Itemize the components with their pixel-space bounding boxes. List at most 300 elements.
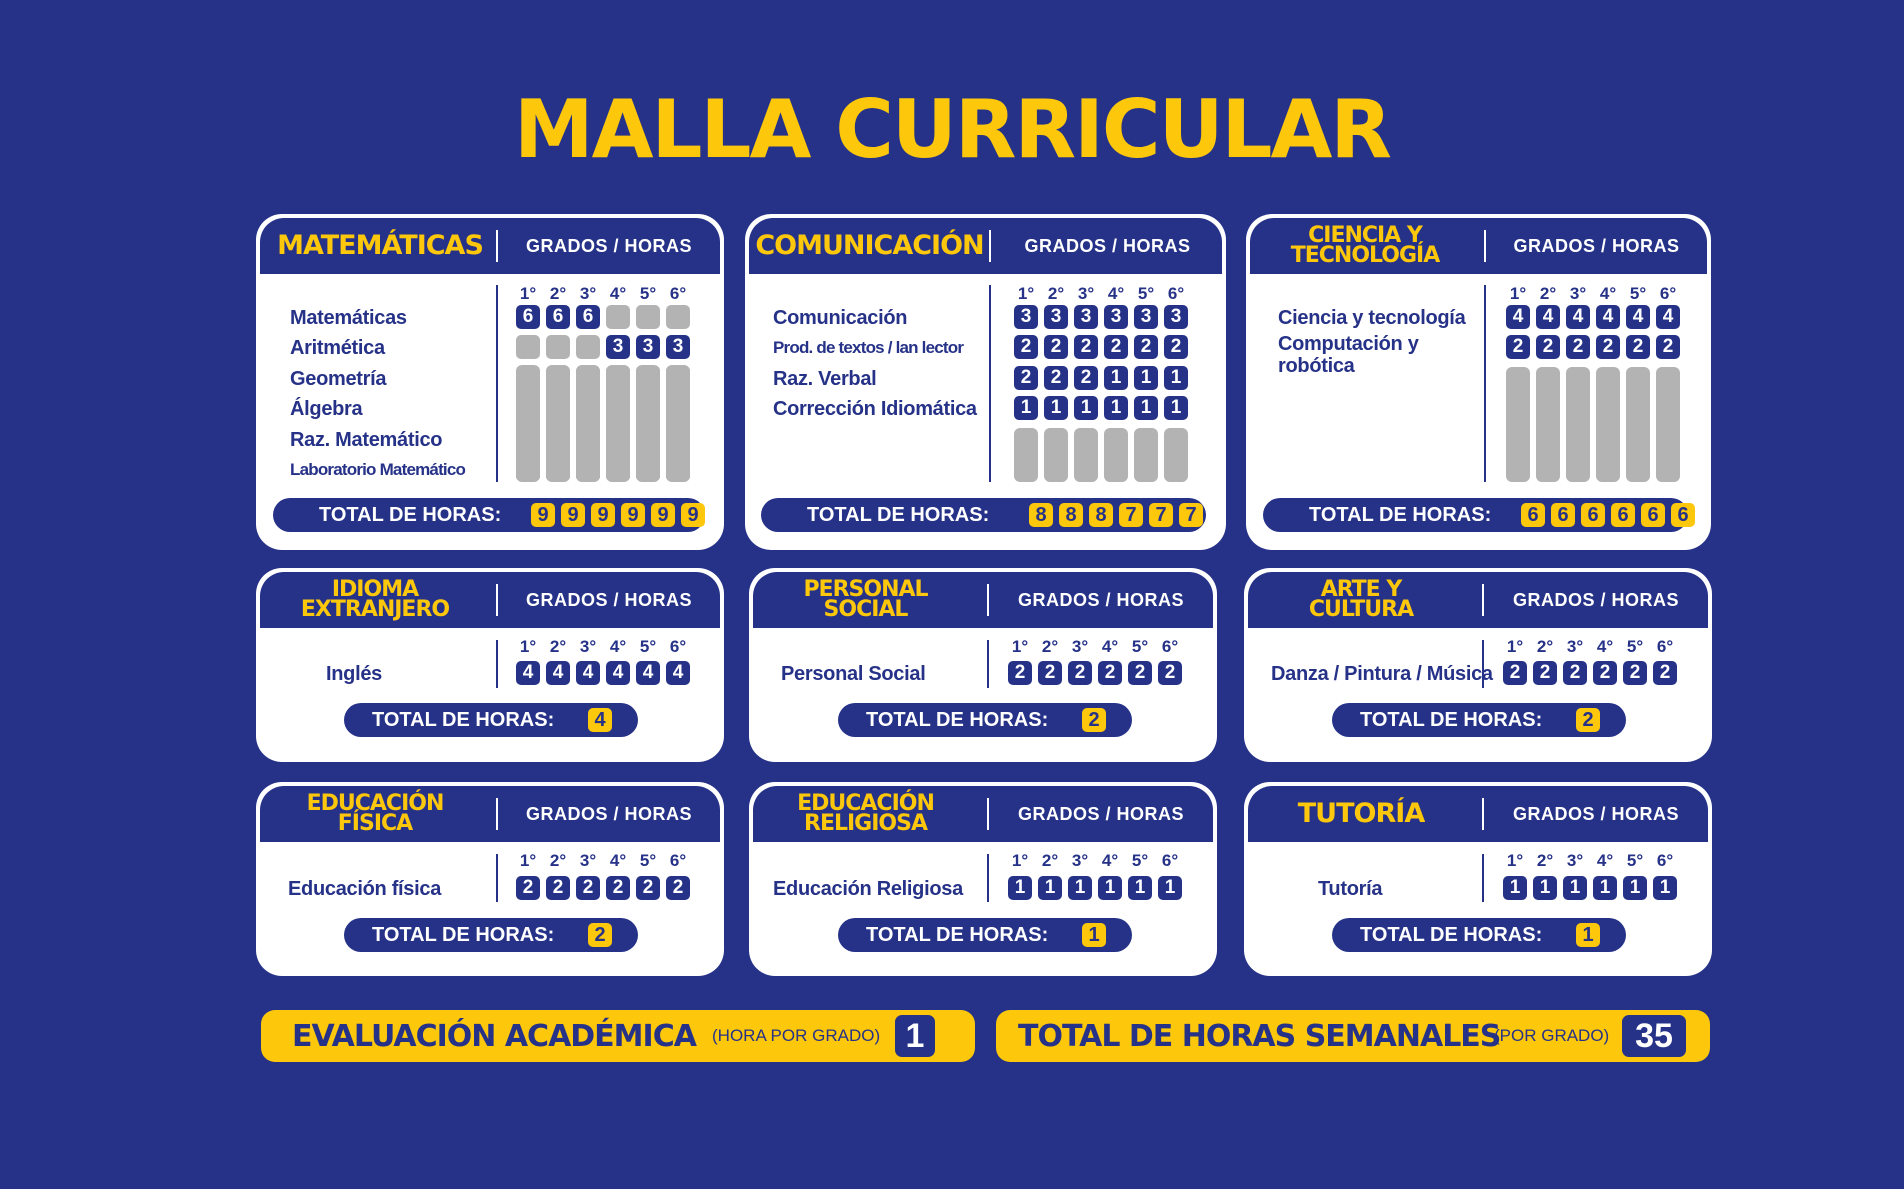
grade-label: 4° <box>1101 851 1119 870</box>
total-hours-cell: 6 <box>1641 503 1665 527</box>
card-matematicas <box>256 214 724 550</box>
grade-labels <box>516 851 690 871</box>
total-hours-cell: 8 <box>1089 503 1113 527</box>
body-divider <box>496 854 498 902</box>
subject-row-label: Matemáticas <box>290 307 407 329</box>
card-idioma <box>256 568 724 762</box>
page-title: MALLA CURRICULAR <box>513 83 1391 176</box>
hours-row <box>1014 335 1188 359</box>
hours-cell: 1 <box>1014 396 1038 420</box>
grade-label: 1° <box>519 851 537 870</box>
subject-title <box>260 572 490 628</box>
hours-cell: 6 <box>516 305 540 329</box>
total-hours-values <box>1576 923 1600 947</box>
hours-cell: 2 <box>546 876 570 900</box>
total-hours-values <box>1029 503 1203 527</box>
empty-column <box>1164 428 1188 482</box>
total-hours-values <box>1576 708 1600 732</box>
hours-cell: 1 <box>1044 396 1068 420</box>
hours-cell: 2 <box>1014 335 1038 359</box>
empty-column <box>516 365 540 482</box>
total-hours-values <box>588 923 612 947</box>
hours-cell: 1 <box>1158 876 1182 900</box>
empty-column <box>1134 428 1158 482</box>
grade-label: 1° <box>1017 284 1035 303</box>
total-hours-bar <box>1332 703 1626 737</box>
grade-label: 5° <box>639 284 657 303</box>
total-hours-bar <box>273 498 705 532</box>
total-hours-bar <box>838 703 1132 737</box>
hours-cell: 1 <box>1533 876 1557 900</box>
total-hours-values <box>531 503 705 527</box>
grade-label: 5° <box>1626 637 1644 656</box>
grade-label: 4° <box>1599 284 1617 303</box>
total-hours-cell: 9 <box>561 503 585 527</box>
hours-cell: 1 <box>1164 396 1188 420</box>
card-header <box>1250 218 1707 274</box>
hours-cell: 4 <box>1626 305 1650 329</box>
hours-cell: 4 <box>666 661 690 685</box>
grados-horas-header: GRADOS / HORAS <box>1017 803 1184 824</box>
hours-row <box>516 661 690 685</box>
empty-hours-columns <box>1014 428 1188 482</box>
hours-cell: 2 <box>1014 366 1038 390</box>
subject-row-label: Laboratorio Matemático <box>290 460 466 479</box>
subject-title-text: TUTORÍA <box>1297 798 1425 829</box>
empty-column <box>636 365 660 482</box>
grados-horas-header: GRADOS / HORAS <box>525 803 692 824</box>
card-religiosa <box>749 782 1217 976</box>
total-hours-cell: 2 <box>588 923 612 947</box>
subject-title-text: ARTE Y CULTURA <box>1308 577 1414 622</box>
grade-label: 3° <box>579 851 597 870</box>
total-hours-bar <box>1332 918 1626 952</box>
subject-row-label: Raz. Matemático <box>290 428 443 451</box>
subject-row-label: Raz. Verbal <box>773 367 877 390</box>
grade-label: 6° <box>1656 851 1674 870</box>
total-hours-cell: 6 <box>1521 503 1545 527</box>
card-header <box>1248 572 1708 628</box>
subject-title <box>1248 786 1474 842</box>
hours-row <box>1014 366 1188 390</box>
body-divider <box>989 285 991 482</box>
hours-cell: 6 <box>546 305 570 329</box>
grade-label: 6° <box>1161 637 1179 656</box>
grade-label: 3° <box>1077 284 1095 303</box>
header-divider <box>989 230 991 262</box>
card-header <box>260 218 720 274</box>
empty-hours-columns <box>516 365 690 482</box>
hours-cell: 6 <box>576 305 600 329</box>
empty-column <box>1074 428 1098 482</box>
total-hours-cell: 7 <box>1119 503 1143 527</box>
hours-row <box>516 876 690 900</box>
empty-column <box>606 365 630 482</box>
hours-cell: 2 <box>1074 335 1098 359</box>
grade-label: 5° <box>1131 851 1149 870</box>
hours-cell: 1 <box>1038 876 1062 900</box>
semanales-note: (POR GRADO) <box>1494 1026 1610 1045</box>
grade-label: 6° <box>1161 851 1179 870</box>
grade-label: 6° <box>669 851 687 870</box>
body-divider <box>1484 285 1486 482</box>
total-hours-label: TOTAL DE HORAS: <box>866 923 1049 946</box>
total-hours-cell: 7 <box>1149 503 1173 527</box>
evaluacion-bar <box>261 1010 975 1062</box>
grade-label: 2° <box>549 851 567 870</box>
hours-cell: 2 <box>516 876 540 900</box>
hours-cell: 2 <box>1503 661 1527 685</box>
grados-horas-header: GRADOS / HORAS <box>525 235 692 256</box>
hours-cell: 2 <box>1653 661 1677 685</box>
total-hours-bar <box>838 918 1132 952</box>
evaluacion-value: 1 <box>895 1015 935 1057</box>
evaluacion-label: EVALUACIÓN ACADÉMICA <box>292 1018 696 1054</box>
total-hours-cell: 8 <box>1059 503 1083 527</box>
grade-label: 1° <box>519 637 537 656</box>
hours-cell: 1 <box>1098 876 1122 900</box>
hours-cell <box>666 305 690 329</box>
hours-cell: 1 <box>1134 366 1158 390</box>
grade-label: 3° <box>1566 851 1584 870</box>
hours-row <box>1008 661 1182 685</box>
empty-column <box>1536 367 1560 482</box>
empty-column <box>1104 428 1128 482</box>
grade-label: 1° <box>1506 851 1524 870</box>
hours-cell: 2 <box>1656 335 1680 359</box>
total-hours-values <box>1082 923 1106 947</box>
total-hours-cell: 6 <box>1671 503 1695 527</box>
body-divider <box>987 854 989 902</box>
subject-title-text: PERSONAL SOCIAL <box>803 577 928 622</box>
hours-row <box>516 335 690 359</box>
hours-cell: 4 <box>576 661 600 685</box>
hours-cell <box>636 305 660 329</box>
grade-label: 1° <box>1011 637 1029 656</box>
hours-cell <box>576 335 600 359</box>
total-hours-bar <box>344 918 638 952</box>
body-divider <box>987 640 989 688</box>
grade-label: 2° <box>1536 637 1554 656</box>
grade-label: 2° <box>1539 284 1557 303</box>
total-hours-label: TOTAL DE HORAS: <box>1309 503 1492 526</box>
subject-title-text: IDIOMA EXTRANJERO <box>300 577 450 622</box>
grade-label: 6° <box>1167 284 1185 303</box>
hours-cell: 2 <box>1158 661 1182 685</box>
hours-cell: 2 <box>1044 366 1068 390</box>
hours-cell: 2 <box>1506 335 1530 359</box>
hours-cell <box>516 335 540 359</box>
total-hours-cell: 9 <box>591 503 615 527</box>
grade-label: 1° <box>1011 851 1029 870</box>
grade-labels <box>1014 284 1188 304</box>
card-personal <box>749 568 1217 762</box>
subject-row-label: Comunicación <box>773 307 908 329</box>
total-hours-cell: 7 <box>1179 503 1203 527</box>
grade-label: 5° <box>639 851 657 870</box>
grados-horas-header: GRADOS / HORAS <box>1512 589 1679 610</box>
card-edfisica <box>256 782 724 976</box>
grade-label: 3° <box>579 284 597 303</box>
card-header <box>753 572 1213 628</box>
hours-cell: 2 <box>1533 661 1557 685</box>
grade-label: 6° <box>1656 637 1674 656</box>
grados-horas-header: GRADOS / HORAS <box>1024 235 1191 256</box>
grados-horas-header: GRADOS / HORAS <box>525 589 692 610</box>
total-hours-label: TOTAL DE HORAS: <box>1360 708 1543 731</box>
grados-horas-header: GRADOS / HORAS <box>1513 235 1680 256</box>
card-header <box>753 786 1213 842</box>
hours-cell: 4 <box>1596 305 1620 329</box>
hours-cell: 4 <box>1536 305 1560 329</box>
subject-row-label: Prod. de textos / lan lector <box>773 338 964 358</box>
subject-title-text: EDUCACIÓN FÍSICA <box>306 791 444 836</box>
grade-label: 5° <box>1629 284 1647 303</box>
hours-cell: 1 <box>1134 396 1158 420</box>
subject-row-label: Aritmética <box>290 337 385 360</box>
hours-row <box>1008 876 1182 900</box>
hours-cell: 4 <box>1506 305 1530 329</box>
hours-cell: 3 <box>1044 305 1068 329</box>
hours-cell: 4 <box>546 661 570 685</box>
hours-cell: 2 <box>1074 366 1098 390</box>
total-hours-label: TOTAL DE HORAS: <box>372 708 555 731</box>
hours-cell: 4 <box>1656 305 1680 329</box>
total-hours-values <box>588 708 612 732</box>
hours-cell: 2 <box>1128 661 1152 685</box>
grade-labels <box>1506 284 1680 304</box>
total-hours-cell: 6 <box>1581 503 1605 527</box>
hours-cell: 4 <box>516 661 540 685</box>
subject-title <box>260 218 500 274</box>
hours-row <box>1506 305 1680 329</box>
total-hours-cell: 6 <box>1551 503 1575 527</box>
grade-label: 2° <box>1041 637 1059 656</box>
total-hours-cell: 9 <box>681 503 705 527</box>
grade-label: 5° <box>1626 851 1644 870</box>
total-hours-bar <box>1263 498 1688 532</box>
empty-column <box>1626 367 1650 482</box>
hours-cell: 1 <box>1623 876 1647 900</box>
subject-title <box>753 572 978 628</box>
hours-cell: 4 <box>606 661 630 685</box>
total-hours-label: TOTAL DE HORAS: <box>319 503 502 526</box>
body-divider <box>1482 854 1484 902</box>
hours-cell: 3 <box>636 335 660 359</box>
grade-label: 2° <box>1536 851 1554 870</box>
empty-column <box>1044 428 1068 482</box>
grade-label: 4° <box>1107 284 1125 303</box>
semanales-bar <box>996 1010 1710 1062</box>
hours-cell: 2 <box>1164 335 1188 359</box>
grade-label: 3° <box>1071 637 1089 656</box>
grade-label: 4° <box>1596 637 1614 656</box>
grade-label: 3° <box>1071 851 1089 870</box>
total-hours-cell: 6 <box>1611 503 1635 527</box>
grade-label: 5° <box>1137 284 1155 303</box>
hours-cell <box>546 335 570 359</box>
hours-row <box>1014 305 1188 329</box>
grade-label: 2° <box>549 284 567 303</box>
hours-cell: 1 <box>1068 876 1092 900</box>
total-hours-values <box>1521 503 1695 527</box>
total-hours-cell: 9 <box>621 503 645 527</box>
subject-title <box>753 786 978 842</box>
card-ciencia <box>1246 214 1711 550</box>
subject-row-label: Tutoría <box>1318 878 1383 900</box>
grade-label: 2° <box>1047 284 1065 303</box>
grade-label: 3° <box>1569 284 1587 303</box>
hours-cell: 1 <box>1164 366 1188 390</box>
subject-title <box>749 218 990 274</box>
hours-row <box>1503 876 1677 900</box>
grade-label: 4° <box>1596 851 1614 870</box>
hours-row <box>1506 335 1680 359</box>
hours-cell: 2 <box>1068 661 1092 685</box>
grade-label: 3° <box>579 637 597 656</box>
subject-row-label: Ciencia y tecnología <box>1278 307 1466 329</box>
grados-horas-header: GRADOS / HORAS <box>1017 589 1184 610</box>
semanales-label: TOTAL DE HORAS SEMANALES <box>1018 1018 1501 1054</box>
total-hours-cell: 9 <box>651 503 675 527</box>
grade-labels <box>1008 637 1182 657</box>
hours-cell: 2 <box>1098 661 1122 685</box>
hours-cell: 3 <box>1014 305 1038 329</box>
empty-column <box>1506 367 1530 482</box>
subject-row-label: Álgebra <box>290 398 363 421</box>
grade-labels <box>1008 851 1182 871</box>
grade-label: 6° <box>1659 284 1677 303</box>
total-hours-cell: 1 <box>1082 923 1106 947</box>
empty-column <box>1014 428 1038 482</box>
grade-labels <box>1503 851 1677 871</box>
hours-cell: 1 <box>1593 876 1617 900</box>
grade-label: 4° <box>609 637 627 656</box>
hours-cell: 4 <box>1566 305 1590 329</box>
hours-cell: 2 <box>636 876 660 900</box>
grade-label: 1° <box>1506 637 1524 656</box>
total-hours-label: TOTAL DE HORAS: <box>866 708 1049 731</box>
subject-row-label: Educación Religiosa <box>773 878 963 900</box>
grade-labels <box>516 284 690 304</box>
subject-row-label: Geometría <box>290 367 387 390</box>
hours-cell: 2 <box>1536 335 1560 359</box>
empty-column <box>1656 367 1680 482</box>
hours-row <box>516 305 690 329</box>
hours-cell: 1 <box>1503 876 1527 900</box>
grade-label: 3° <box>1566 637 1584 656</box>
hours-cell: 1 <box>1128 876 1152 900</box>
total-hours-values <box>1082 708 1106 732</box>
hours-cell: 3 <box>606 335 630 359</box>
empty-hours-columns <box>1506 367 1680 482</box>
subject-title <box>1250 218 1480 274</box>
hours-cell: 2 <box>1044 335 1068 359</box>
hours-cell: 3 <box>1104 305 1128 329</box>
grade-labels <box>1503 637 1677 657</box>
hours-cell: 1 <box>1104 366 1128 390</box>
subject-title-text: MATEMÁTICAS <box>277 230 483 261</box>
hours-cell: 3 <box>666 335 690 359</box>
card-comunicacion <box>745 214 1226 550</box>
semanales-value: 35 <box>1622 1015 1686 1057</box>
total-hours-cell: 1 <box>1576 923 1600 947</box>
hours-cell: 2 <box>1623 661 1647 685</box>
hours-cell: 1 <box>1104 396 1128 420</box>
evaluacion-note: (HORA POR GRADO) <box>712 1026 881 1045</box>
subject-title <box>1248 572 1474 628</box>
total-hours-label: TOTAL DE HORAS: <box>1360 923 1543 946</box>
subject-title-text: COMUNICACIÓN <box>755 230 984 261</box>
subject-row-label: Computación y robótica <box>1278 333 1419 378</box>
subject-row-label: Corrección Idiomática <box>773 398 977 421</box>
hours-row <box>1014 396 1188 420</box>
total-hours-cell: 9 <box>531 503 555 527</box>
total-hours-bar <box>761 498 1206 532</box>
hours-cell: 1 <box>1653 876 1677 900</box>
grade-label: 1° <box>519 284 537 303</box>
hours-cell: 1 <box>1074 396 1098 420</box>
subject-row-label: Inglés <box>326 663 382 685</box>
hours-cell: 1 <box>1563 876 1587 900</box>
grade-label: 2° <box>549 637 567 656</box>
subject-title-text: CIENCIA Y TECNOLOGÍA <box>1290 223 1440 268</box>
hours-cell: 2 <box>1593 661 1617 685</box>
total-hours-label: TOTAL DE HORAS: <box>807 503 990 526</box>
hours-cell: 2 <box>666 876 690 900</box>
card-tutoria <box>1244 782 1712 976</box>
hours-cell: 2 <box>1038 661 1062 685</box>
card-header <box>260 786 720 842</box>
hours-cell: 2 <box>1008 661 1032 685</box>
grade-label: 2° <box>1041 851 1059 870</box>
empty-column <box>1596 367 1620 482</box>
hours-cell: 2 <box>1563 661 1587 685</box>
subject-row-label: Educación física <box>288 878 442 900</box>
subject-title-text: EDUCACIÓN RELIGIOSA <box>797 791 934 836</box>
hours-cell: 4 <box>636 661 660 685</box>
hours-cell: 2 <box>1626 335 1650 359</box>
hours-cell: 2 <box>1134 335 1158 359</box>
hours-cell: 3 <box>1134 305 1158 329</box>
hours-cell: 2 <box>576 876 600 900</box>
card-arte <box>1244 568 1712 762</box>
grade-labels <box>516 637 690 657</box>
total-hours-cell: 4 <box>588 708 612 732</box>
hours-cell: 3 <box>1074 305 1098 329</box>
hours-cell: 3 <box>1164 305 1188 329</box>
total-hours-cell: 8 <box>1029 503 1053 527</box>
subject-row-label: Personal Social <box>781 663 926 685</box>
body-divider <box>496 640 498 688</box>
empty-column <box>666 365 690 482</box>
total-hours-label: TOTAL DE HORAS: <box>372 923 555 946</box>
hours-cell: 1 <box>1008 876 1032 900</box>
empty-column <box>576 365 600 482</box>
empty-column <box>546 365 570 482</box>
grade-label: 6° <box>669 284 687 303</box>
grade-label: 4° <box>609 851 627 870</box>
hours-cell <box>606 305 630 329</box>
grade-label: 5° <box>1131 637 1149 656</box>
total-hours-cell: 2 <box>1576 708 1600 732</box>
subject-title <box>260 786 490 842</box>
card-header <box>260 572 720 628</box>
grade-label: 6° <box>669 637 687 656</box>
subject-row-label: Danza / Pintura / Música <box>1271 663 1493 685</box>
card-header <box>1248 786 1708 842</box>
hours-cell: 2 <box>606 876 630 900</box>
